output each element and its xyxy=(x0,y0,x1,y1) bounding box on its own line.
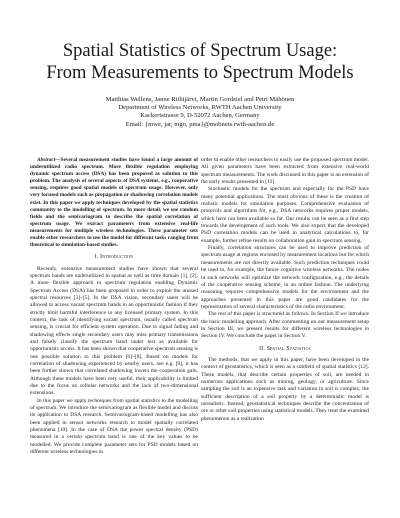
body-paragraph: The methods, that we apply in this paper, have been developed in the context of geostatistics, which is seen as a subfield of spatial statistics [12]. These models, that describe certain properties of soil, are needed in numerous applications such as mining, geology, or agriculture. Since sampling the soil is an expensive task and variation in soil is complex, the sufficient description of a soil property by a deterministic model is unrealistic. Instead, geostatistical techniques describe the concentration of ore or other soil properties using statistical models. They treat the examined phenomenon as a realization xyxy=(201,356,369,422)
author-names: Matthias Wellens, Janne Riihijärvi, Martin Gordziel and Petri Mähönen xyxy=(105,96,295,103)
body-paragraph: The rest of this paper is structured as follows. In Section II we introduce the basic modelling approach. After commenting on our measurement setup in Section III, we present results for different wireless technologies in Section IV. We conclude the paper in Section V. xyxy=(201,311,369,340)
right-column xyxy=(201,157,369,423)
left-column xyxy=(30,157,198,457)
intro-paragraph: In this paper we apply techniques from spatial statistics to the modelling of spectrum. We introduce the semivariogram as flexible model and discuss its application to DSA research. Semivariogram-based modelling has also been applied in sensor networks research to model spatially correlated phenomena [10]. In the case of DSA the power spectral density (PSD) measured in a certain spectrum band is one of the key values to be modelled. We provide complete parameter sets for PSD models based on different wireless technologies in xyxy=(30,397,198,456)
section-heading-introduction: I. Introduction xyxy=(94,254,134,261)
paper-title xyxy=(0,40,400,84)
abstract-lead: Abstract xyxy=(37,157,56,163)
abstract xyxy=(30,157,198,249)
title-line-2: From Measurements to Spectrum Models xyxy=(46,63,354,83)
abstract-text: —Several measurement studies have found a large amount of underutilized radio spectrum. More flexible regulation employing dynamic spectrum access (DSA) has been proposed as solution to this problem. The analysis of several aspects of DSA systems, e.g., cooperative sensing, requires good spatial models of spectrum usage. However, only very focused models such as propagation or shadowing correlation models exist. In this paper we apply techniques developed by the spatial statistics community to the modelling of spectrum. In more detail, we use random fields and the semivariogram to describe the spatial correlation of spectrum usage. We extract parameters from extensive real-life measurements for multiple wireless technologies. These parameter sets enable other researchers to use the model for different tasks ranging from theoretical to simulation-based studies. xyxy=(30,157,198,249)
body-paragraph: Stochastic models for the spectrum and especially for the PSD have many potential applications. The most obvious of these is the creation of realistic models for simulation purposes. Comprehensive evaluation of protocols and algorithms for, e.g., DSA networks requires proper models, which have not been available so far. Our results can be seen as a first step towards the development of such tools. We also expect that the developed PSD correlation models can be used in analytical calculations to, for example, further refine results on collaboration gain in spectrum sensing. xyxy=(201,186,369,244)
section-heading-spatial-statistics: II. Spatial Statistics xyxy=(259,345,311,352)
author-block xyxy=(0,96,400,129)
author-address: Kackertstrasse 9, D-52072 Aachen, Germany xyxy=(140,112,260,120)
title-line-1: Spatial Statistics of Spectrum Usage: xyxy=(62,41,338,61)
intro-paragraph: Recently, extensive measurement studies have shown that several spectrum bands are underutilized in spatial as well as time domain [1], [2]. A more flexible approach to spectrum regulation enabling Dynamic Spectrum Access (DSA) has been proposed in order to exploit the unused spectral resources [3]–[5]. In the DSA vision, secondary users will be allowed to access vacant spectrum bands in an opportunistic fashion if they strictly limit harmful interference to any licensed primary system. In this context, the task of identifying vacant spectrum, usually called spectrum sensing, is crucial for efficient system operation. Due to signal fading and shadowing effects single secondary users may miss primary transmissions and falsely classify the spectrum band under test as available for opportunistic access. It has been shown that cooperative spectrum sensing is one possible solution to this problem [6]–[8]. Based on models for correlation of shadowing experienced by nearby users, see e.g. [9], it has been further shown that correlated shadowing lowers the cooperation gain. Although these models have been very useful, their applicability is limited due to the focus on cellular networks and the lack of two-dimensional extensions. xyxy=(30,265,198,397)
author-email[interactable]: Email: {mwe, jar, mgo, pma}@mobnets.rwth-aachen.de xyxy=(125,120,275,128)
body-paragraph: Finally, correlation structures can be used to improve prediction of spectrum usage at regions enclosed by measurement locations but for which measurements are not directly available. Such prediction techniques could be used in, for example, the future cognitive wireless networks. The nodes in such networks will optimize the network configuration, e.g., the details of the cooperative sensing scheme, in an online fashion. The underlying reasoning requires comprehensive models for the environment and the approaches presented in this paper are good candidates for the representation of several characteristics of the radio environment. xyxy=(201,245,369,310)
author-affiliation: Department of Wireless Networks, RWTH Aachen University xyxy=(118,104,282,112)
body-paragraph: order to enable other researchers to easily use the proposed spectrum model. All given parameters have been extracted from extensive real-world spectrum measurements. The work discussed in this paper is an extension of the early results presented in [11]. xyxy=(201,157,369,186)
